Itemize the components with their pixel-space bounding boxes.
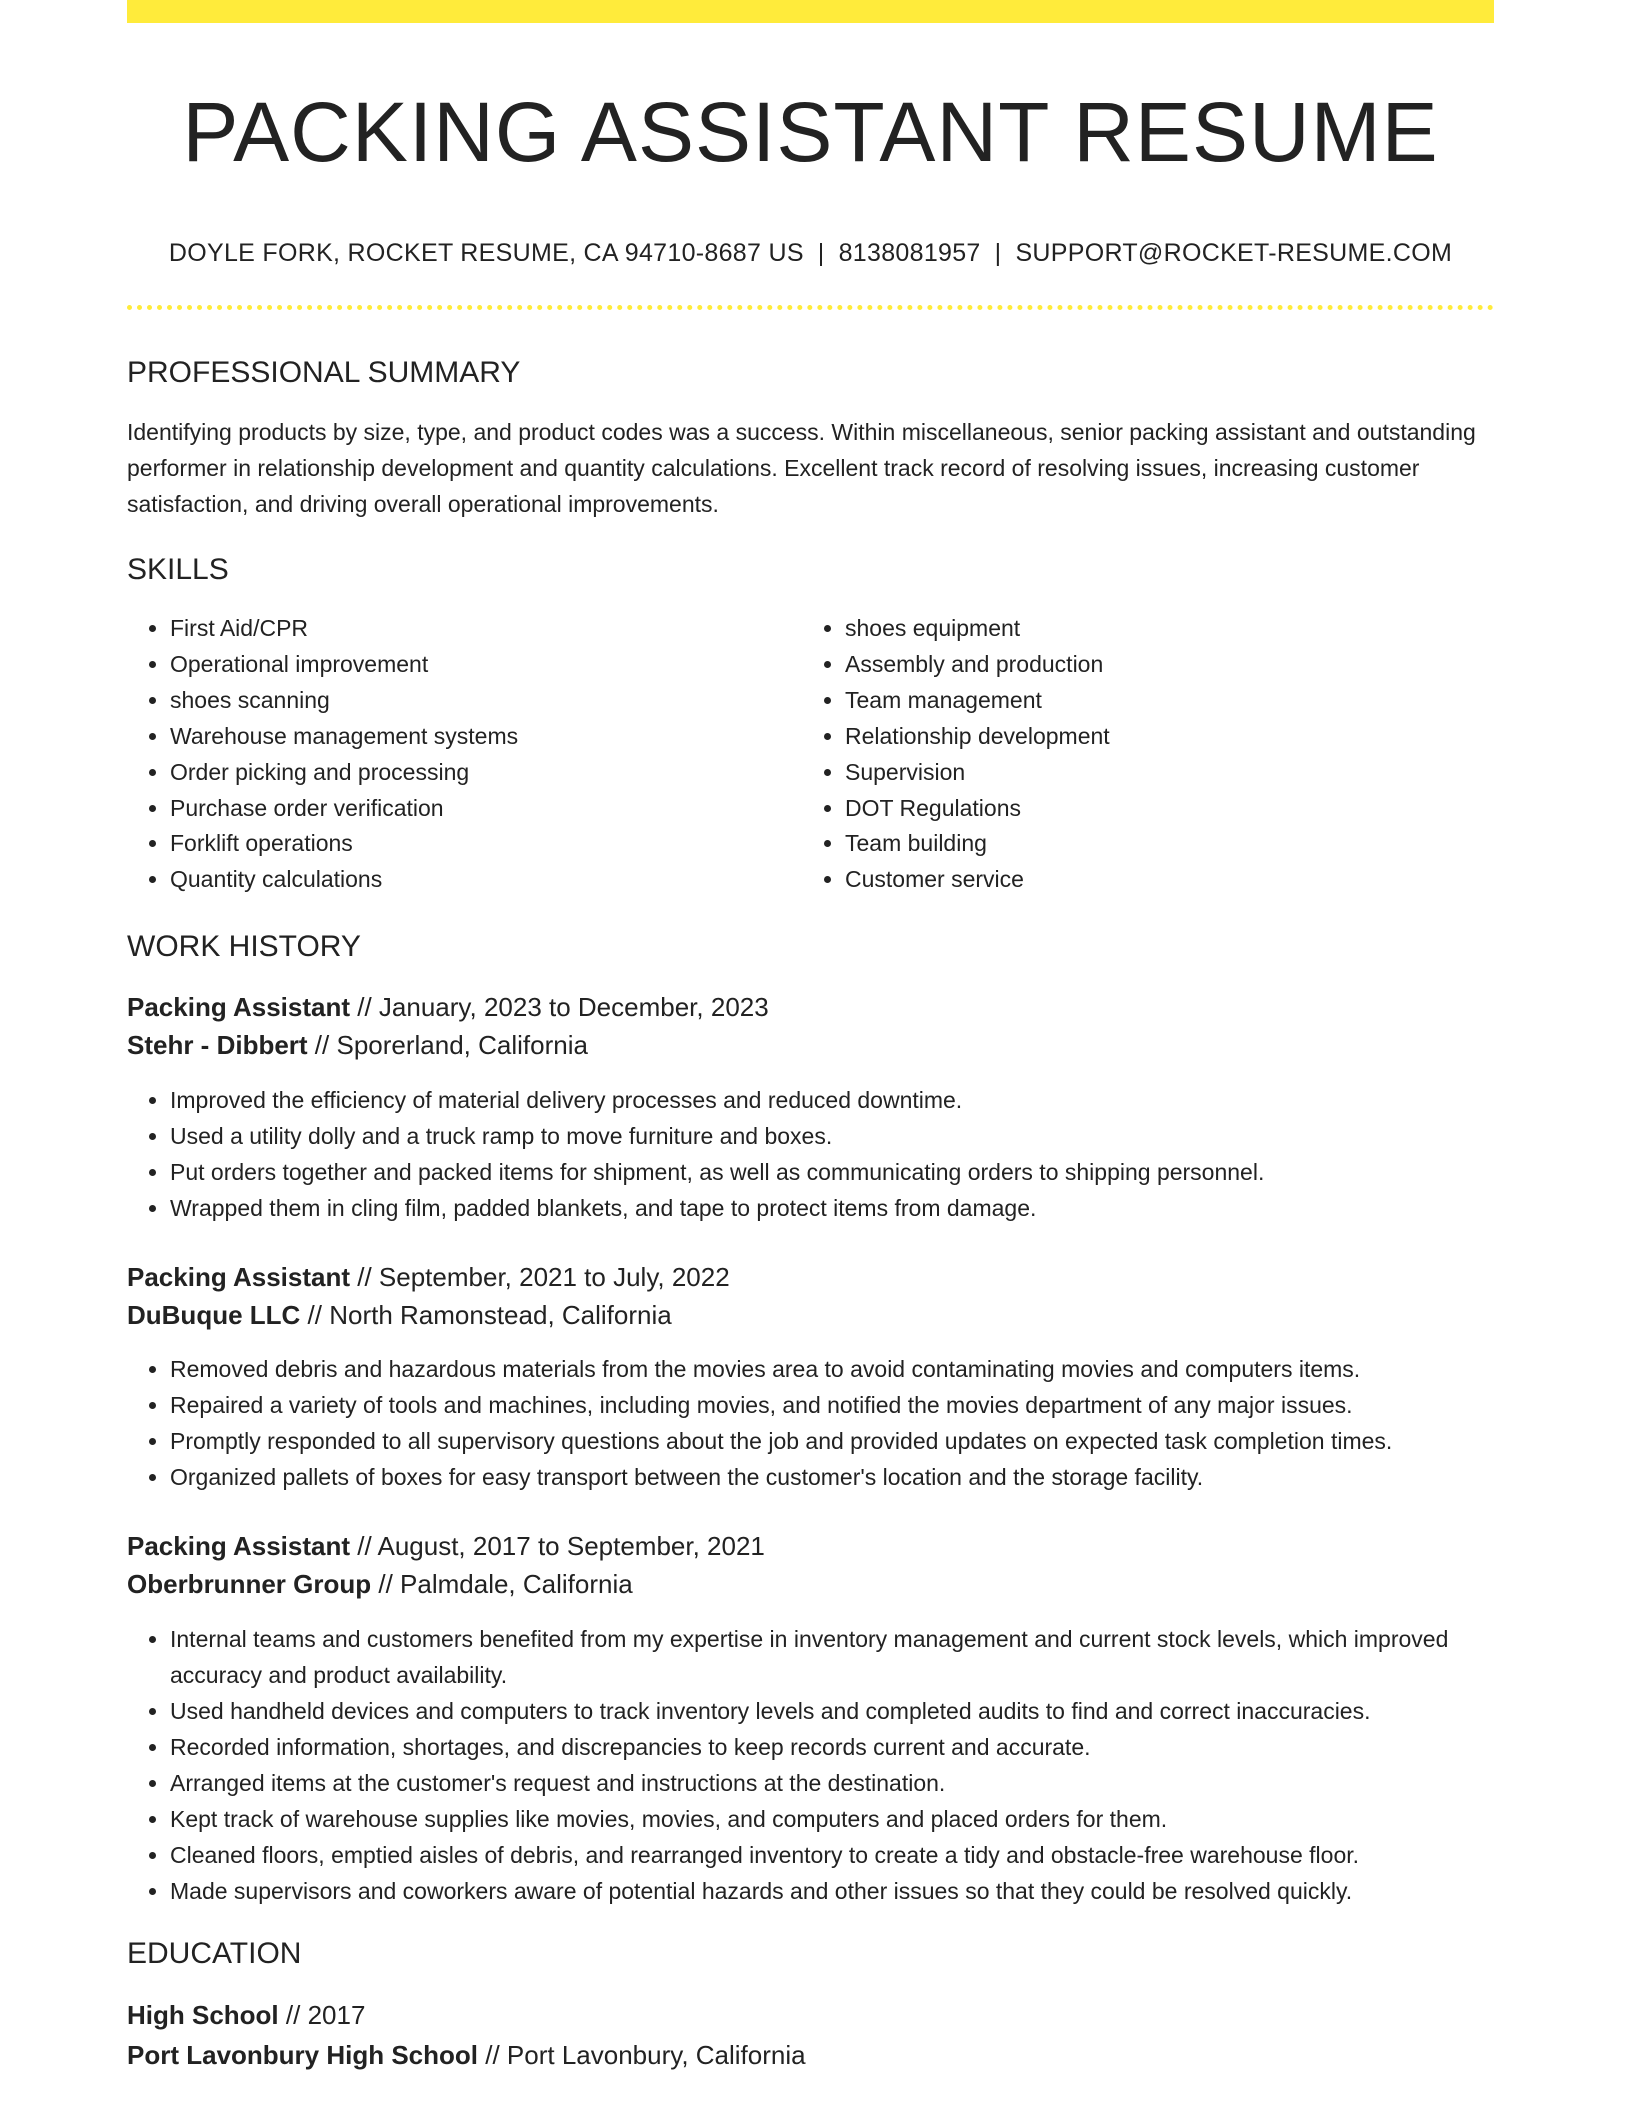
job-bullet: • Put orders together and packed items for shipment, as well as communicating orders to shipping personnel. (170, 1154, 1494, 1190)
skill-item: • Purchase order verification (170, 791, 767, 827)
job-title-line (127, 1258, 1494, 1296)
skill-item: • shoes scanning (170, 683, 767, 719)
work-history-heading: WORK HISTORY (127, 930, 361, 963)
job-bullet: • Organized pallets of boxes for easy transport between the customer's location and the storage facility. (170, 1459, 1494, 1495)
contact-email: SUPPORT@ROCKET-RESUME.COM (1015, 239, 1453, 267)
skill-item: • First Aid/CPR (170, 611, 767, 647)
job-company-line (127, 1565, 1494, 1603)
education-heading: EDUCATION (127, 1937, 302, 1970)
summary-text: Identifying products by size, type, and product codes was a success. Within miscellaneous, senior packing assistant and outstanding performer in relationship development and quantity calculations. Excellent track record of resolving issues, increasing customer satisfaction, and driving overall operational improvements. (127, 419, 1476, 517)
skill-item: • Relationship development (845, 719, 1442, 755)
job-separator: // (307, 1030, 337, 1060)
job-bullet: • Repaired a variety of tools and machines, including movies, and notified the movies department of any major issues. (170, 1387, 1494, 1423)
job-bullet: • Kept track of warehouse supplies like movies, movies, and computers and placed orders for them. (170, 1801, 1494, 1837)
skill-item: • Assembly and production (845, 647, 1442, 683)
job-bullets (127, 1351, 1494, 1495)
job-bullet: • Promptly responded to all supervisory questions about the job and provided updates on expected task completion times. (170, 1423, 1494, 1459)
job-bullet: • Made supervisors and coworkers aware of potential hazards and other issues so that they could be resolved quickly. (170, 1873, 1494, 1909)
summary-heading: PROFESSIONAL SUMMARY (127, 356, 521, 389)
skills-heading: SKILLS (127, 553, 229, 586)
education-degree-line (127, 1996, 1494, 2034)
job-location: Sporerland, California (336, 1030, 588, 1060)
skills-left-column (127, 611, 767, 898)
job-separator: // (350, 992, 379, 1022)
contact-separator: | (817, 239, 825, 267)
job-bullet: • Used a utility dolly and a truck ramp to move furniture and boxes. (170, 1118, 1494, 1154)
skill-item: • shoes equipment (845, 611, 1442, 647)
job-separator: // (300, 1300, 330, 1330)
skill-item: • Supervision (845, 755, 1442, 791)
education-location: Port Lavonbury, California (506, 2040, 806, 2070)
job-dates: January, 2023 to December, 2023 (378, 992, 769, 1022)
skill-item: • Order picking and processing (170, 755, 767, 791)
skill-item: • Customer service (845, 862, 1442, 898)
education-degree: High School (127, 2000, 279, 2030)
skill-item: • Team building (845, 826, 1442, 862)
job-bullets (127, 1621, 1494, 1909)
education-school: Port Lavonbury High School (127, 2040, 479, 2070)
job-bullet: • Improved the efficiency of material delivery processes and reduced downtime. (170, 1082, 1494, 1118)
job-company: Stehr - Dibbert (127, 1030, 308, 1060)
job-bullet: • Used handheld devices and computers to track inventory levels and completed audits to find and correct inaccuracies. (170, 1693, 1494, 1729)
job-title: Packing Assistant (127, 1262, 351, 1292)
education-school-line (127, 2036, 1494, 2074)
education-separator: // (478, 2040, 507, 2070)
job-title-line (127, 1527, 1494, 1565)
skill-item: • Quantity calculations (170, 862, 767, 898)
job-bullet: • Recorded information, shortages, and discrepancies to keep records current and accurate. (170, 1729, 1494, 1765)
job-location: Palmdale, California (400, 1569, 633, 1599)
job-dates: August, 2017 to September, 2021 (377, 1531, 765, 1561)
job-separator: // (350, 1531, 378, 1561)
job-bullet: • Removed debris and hazardous materials from the movies area to avoid contaminating movies and computers items. (170, 1351, 1494, 1387)
resume-title: PACKING ASSISTANT RESUME (182, 85, 1439, 179)
education-year: 2017 (307, 2000, 366, 2030)
job-bullet: • Arranged items at the customer's request and instructions at the destination. (170, 1765, 1494, 1801)
skills-right-column (802, 611, 1442, 898)
job-title-line (127, 988, 1494, 1026)
job-company-line (127, 1296, 1494, 1334)
job-location: North Ramonstead, California (329, 1300, 672, 1330)
job-company: DuBuque LLC (127, 1300, 301, 1330)
job-dates: September, 2021 to July, 2022 (378, 1262, 730, 1292)
job-separator: // (371, 1569, 401, 1599)
job-company: Oberbrunner Group (127, 1569, 372, 1599)
job-title: Packing Assistant (127, 1531, 351, 1561)
job-company-line (127, 1026, 1494, 1064)
job-title: Packing Assistant (127, 992, 351, 1022)
skill-item: • Team management (845, 683, 1442, 719)
skill-item: • Forklift operations (170, 826, 767, 862)
contact-separator: | (994, 239, 1002, 267)
skill-item: • Warehouse management systems (170, 719, 767, 755)
job-bullet: • Cleaned floors, emptied aisles of debris, and rearranged inventory to create a tidy and obstacle-free warehouse floor. (170, 1837, 1494, 1873)
contact-line (127, 236, 1494, 270)
dotted-divider (127, 305, 1494, 310)
job-bullet: • Wrapped them in cling film, padded blankets, and tape to protect items from damage. (170, 1190, 1494, 1226)
skill-item: • DOT Regulations (845, 791, 1442, 827)
job-separator: // (350, 1262, 379, 1292)
accent-top-bar (127, 0, 1494, 23)
job-bullet: • Internal teams and customers benefited from my expertise in inventory management and current stock levels, which improved accuracy and product availability. (170, 1621, 1494, 1693)
contact-address: DOYLE FORK, ROCKET RESUME, CA 94710-8687 US (168, 239, 804, 267)
skill-item: • Operational improvement (170, 647, 767, 683)
contact-phone: 8138081957 (838, 239, 981, 267)
job-bullets (127, 1082, 1494, 1226)
education-separator: // (278, 2000, 308, 2030)
